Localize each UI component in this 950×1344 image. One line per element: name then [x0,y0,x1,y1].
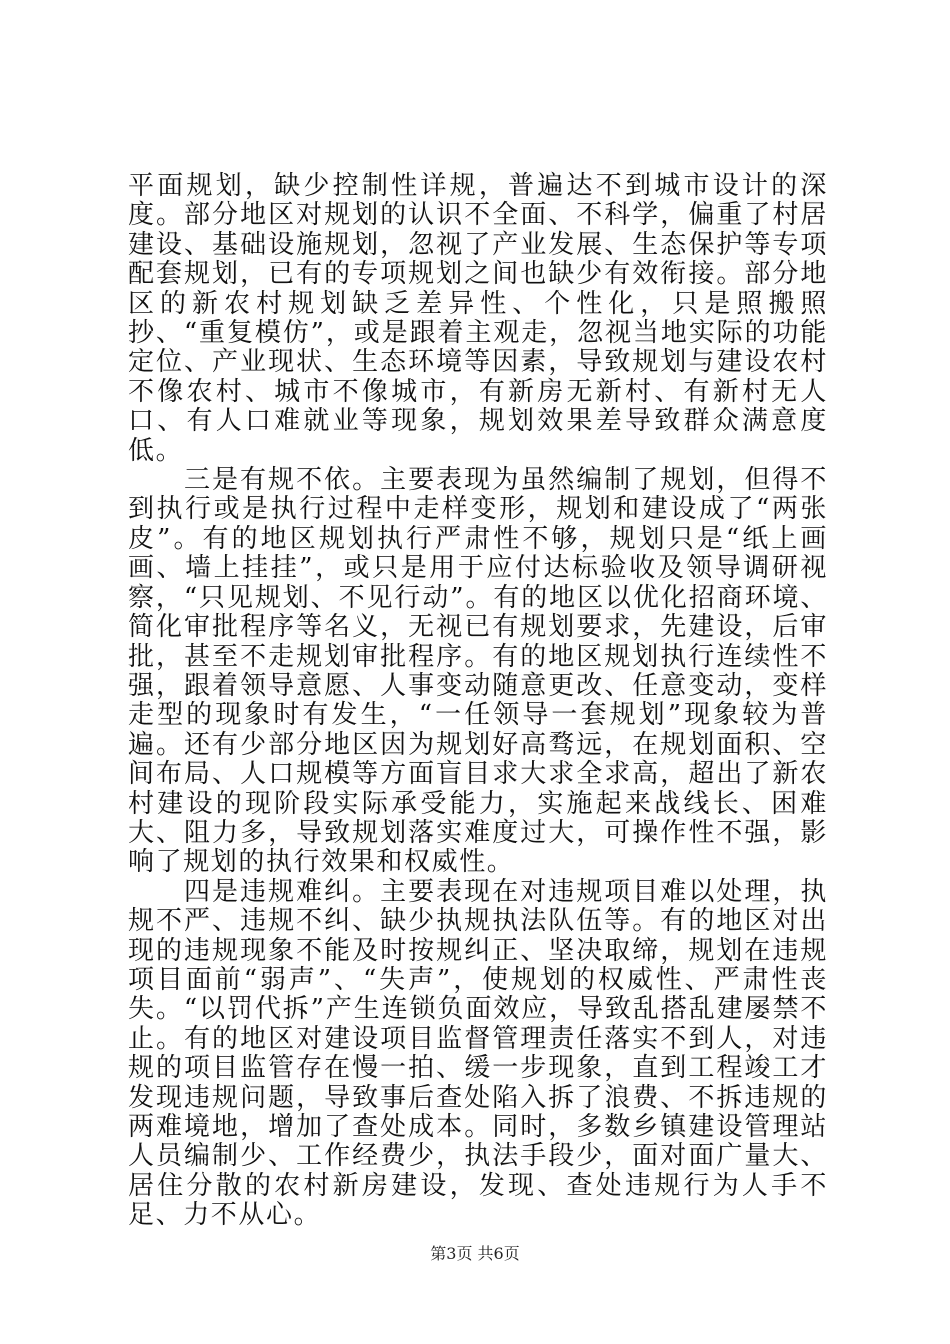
page-number-footer: 第3页 共6页 [430,1244,520,1263]
paragraph-continuation: 平面规划，缺少控制性详规，普遍达不到城市设计的深度。部分地区对规划的认识不全面、不科学，偏重了村居建设、基础设施规划，忽视了产业发展、生态保护等专项配套规划，已有的专项规划之间也缺少有效衔接。部分地区的新农村规划缺乏差异性、个性化，只是照搬照抄、“重复模仿”，或是跟着主观走，忽视当地实际的功能定位、产业现状、生态环境等因素，导致规划与建设农村不像农村、城市不像城市，有新房无新村、有新村无人口、有人口难就业等现象，规划效果差导致群众满意度低。 [128,171,828,466]
paragraph-point-four: 四是违规难纠。主要表现在对违规项目难以处理，执规不严、违规不纠、缺少执规执法队伍等。有的地区对出现的违规现象不能及时按规纠正、坚决取缔，规划在违规项目面前“弱声”、“失声”，使规划的权威性、严肃性丧失。“以罚代拆”产生连锁负面效应，导致乱搭乱建屡禁不止。有的地区对建设项目监督管理责任落实不到人，对违规的项目监管存在慢一拍、缓一步现象，直到工程竣工才发现违规问题，导致事后查处陷入拆了浪费、不拆违规的两难境地，增加了查处成本。同时，多数乡镇建设管理站人员编制少、工作经费少，执法手段少，面对面广量大、居住分散的农村新房建设，发现、查处违规行为人手不足、力不从心。 [128,876,828,1231]
paragraph-point-three: 三是有规不依。主要表现为虽然编制了规划，但得不到执行或是执行过程中走样变形，规划和建设成了“两张皮”。有的地区规划执行严肃性不够，规划只是“纸上画画、墙上挂挂”，或只是用于应付达标验收及领导调研视察，“只见规划、不见行动”。有的地区以优化招商环境、简化审批程序等名义，无视已有规划要求，先建设，后审批，甚至不走规划审批程序。有的地区规划执行连续性不强，跟着领导意愿、人事变动随意更改、任意变动，变样走型的现象时有发生，“一任领导一套规划”现象较为普遍。还有少部分地区因为规划好高骛远，在规划面积、空间布局、人口规模等方面盲目求大求全求高，超出了新农村建设的现阶段实际承受能力，实施起来战线长、困难大、阻力多，导致规划落实难度过大，可操作性不强，影响了规划的执行效果和权威性。 [128,465,828,878]
document-body [128,172,828,1231]
